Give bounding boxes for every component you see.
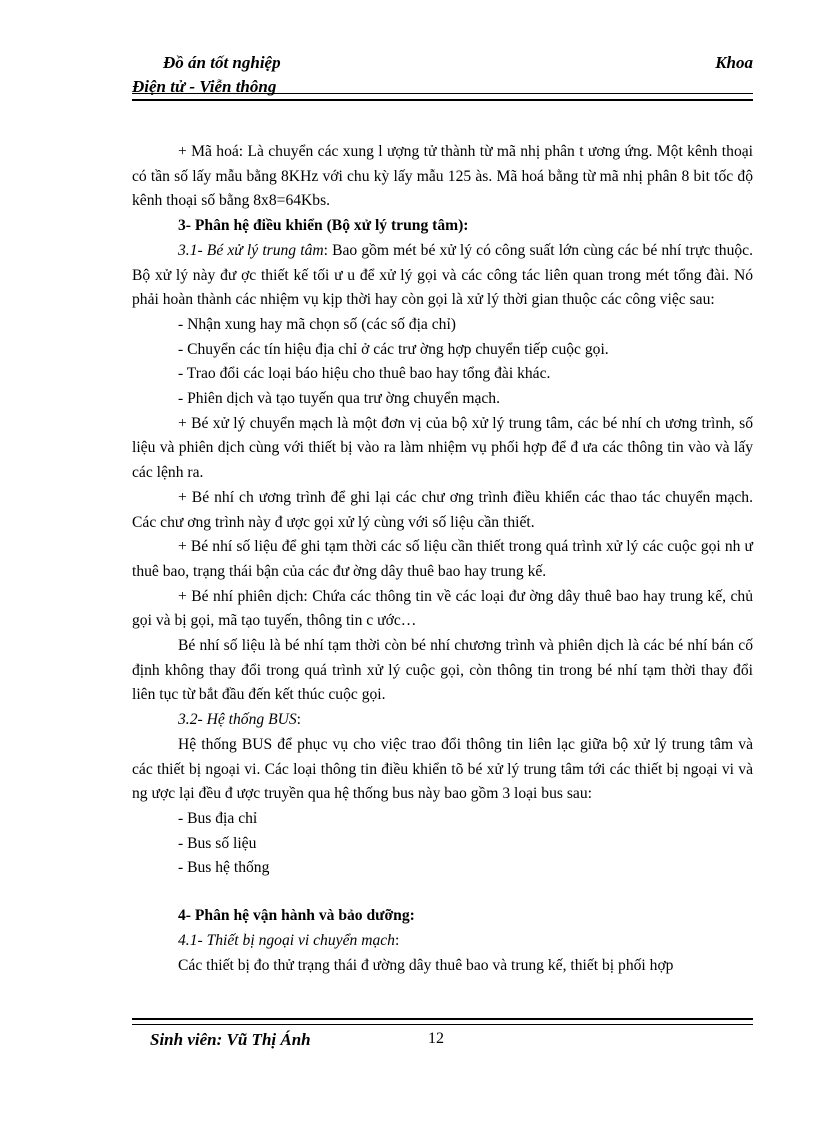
- subsection-3-2-text: :: [296, 711, 302, 729]
- subsection-3-2: [132, 708, 753, 733]
- list-item: - Bus hệ thống: [178, 859, 270, 877]
- paragraph-memory-summary: Bé nhí số liệu là bé nhí tạm thời còn bé nhí chương trình và phiên dịch là các bé nhí bán cố định không thay đổi trong quá trình xử lý cuộc gọi, còn thông tin trong bé nhí tạm thời thay đổi liên tục từ bắt đầu đến kết thúc cuộc gọi.: [132, 637, 753, 704]
- footer-divider: [132, 1018, 753, 1025]
- page-body: [132, 140, 753, 978]
- subsection-4-1-title: 4.1- Thiết bị ngoại vi chuyển mạch: [178, 931, 395, 949]
- subsection-4-1-text: :: [394, 931, 400, 949]
- subsection-3-2-title: 3.2- Hệ thống BUS: [178, 711, 297, 729]
- header-right-text: Khoa: [715, 53, 753, 72]
- list-item: - Chuyển các tín hiệu địa chỉ ở các trư ờng hợp chuyển tiếp cuộc gọi.: [178, 340, 609, 358]
- header-title-line1: Đồ án tốt nghiệp: [163, 53, 281, 72]
- paragraph-measurement: Các thiết bị đo thử trạng thái đ ường dây thuê bao và trung kế, thiết bị phối hợp: [178, 956, 674, 974]
- subsection-3-1-title: 3.1- Bé xử lý trung tâm: [178, 241, 324, 259]
- paragraph-switch-processor: + Bé xử lý chuyển mạch là một đơn vị của bộ xử lý trung tâm, các bé nhí ch ương trình, số liệu và phiên dịch cùng với thiết bị vào ra làm nhiệm vụ phối hợp để đ ưa các thông tin vào và lấy các lệnh ra.: [132, 414, 753, 482]
- section-heading-3: 3- Phân hệ điều khiển (Bộ xử lý trung tâm):: [178, 217, 469, 235]
- paragraph-data-memory: + Bé nhí số liệu để ghi tạm thời các số liệu cần thiết trong quá trình xử lý các cuộc gọi nh ư thuê bao, trạng thái bận của các đư ờng dây thuê bao hay trung kế.: [132, 538, 753, 580]
- header-divider: [132, 93, 753, 101]
- paragraph-bus-system: Hệ thống BUS để phục vụ cho việc trao đổi thông tin liên lạc giữa bộ xử lý trung tâm và các thiết bị ngoại vi. Các loại thông tin điều khiển tõ bé xử lý trung tâm tới các thiết bị ngoại vi và ng ược lại đều đ ược truyền qua hệ thống bus này bao gồm 3 loại bus sau:: [132, 735, 753, 803]
- paragraph-program-memory: + Bé nhí ch ương trình để ghi lại các chư ơng trình điều khiển các thao tác chuyển mạch. Các chư ơng trình này đ ược gọi xử lý cùng với số liệu cần thiết.: [132, 488, 753, 531]
- header-title-line2: Điện tử - Viễn thông: [132, 77, 277, 96]
- spacer: [132, 881, 753, 904]
- list-item: - Bus số liệu: [178, 834, 257, 852]
- subsection-3-1-text: : Bao gồm mét bé xử lý có công suất lớn cùng các bé nhí trực thuộc. Bộ xử lý này đư ợc thiết kế tối ư u để xử lý gọi và các công tác liên quan trong mét tổng đài. Nó phải hoàn thành các nhiệm vụ kịp thời hay còn gọi là xử lý thời gian thuộc các công việc sau:: [132, 241, 753, 309]
- list-item: - Bus địa chỉ: [178, 809, 258, 827]
- subsection-3-1: [132, 239, 753, 313]
- subsection-4-1: [132, 929, 753, 954]
- section-heading-4: 4- Phân hệ vận hành và bảo dưỡng:: [178, 907, 415, 925]
- page-number: 12: [428, 1030, 444, 1047]
- list-item: - Nhận xung hay mã chọn số (các số địa chỉ): [178, 315, 456, 333]
- footer-student-name: Sinh viên: Vũ Thị Ánh: [150, 1030, 311, 1049]
- list-item: - Trao đổi các loại báo hiệu cho thuê bao hay tổng đài khác.: [178, 365, 551, 383]
- paragraph-translation-memory: + Bé nhí phiên dịch: Chứa các thông tin về các loại đư ờng dây thuê bao hay trung kế, chủ gọi và bị gọi, mã tạo tuyến, thông tin c ước…: [132, 587, 753, 630]
- list-item: - Phiên dịch và tạo tuyến qua trư ờng chuyển mạch.: [178, 390, 500, 408]
- paragraph-encoding: + Mã hoá: Là chuyển các xung l ượng tử thành từ mã nhị phân t ương ứng. Một kênh thoại có tần số lấy mẫu bằng 8KHz với chu kỳ lấy mẫu 125 às. Mã hoá bằng từ mã nhị phân 8 bit tốc độ kênh thoại số bằng 8x8=64Kbs.: [132, 143, 753, 210]
